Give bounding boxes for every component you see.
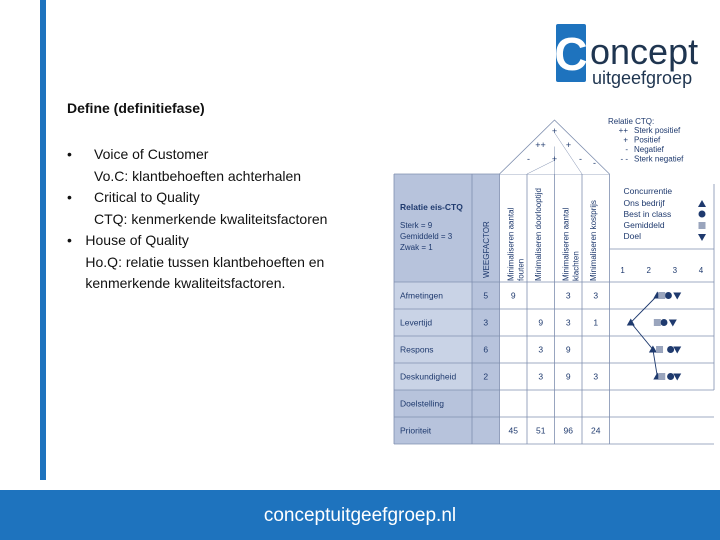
relatie-ctq-symbol: + — [623, 135, 628, 145]
prioriteit-value: 24 — [591, 425, 601, 436]
doel-marker — [673, 374, 681, 381]
bullet-item — [67, 230, 387, 295]
footer-url: conceptuitgeefgroep.nl — [263, 505, 457, 526]
column-header — [561, 207, 580, 281]
bullet-dot: • — [67, 189, 72, 205]
row-cell-value: 9 — [538, 317, 544, 328]
gemiddeld-marker — [658, 373, 665, 380]
scale-tick-label: 1 — [620, 266, 625, 275]
roof-symbol: ++ — [535, 140, 546, 150]
bullet-list — [67, 144, 387, 295]
concurrentie-label: Gemiddeld — [623, 220, 665, 230]
header-scale-item: Gemiddeld = 3 — [400, 232, 453, 241]
prioriteit-value: 96 — [563, 425, 573, 436]
column-header: WEEGFACTOR — [481, 221, 491, 278]
relatie-ctq-symbol: ++ — [618, 126, 628, 135]
column-header-line: klachten — [571, 251, 581, 281]
row-cell-value: 3 — [483, 317, 489, 328]
row-cell-value: 9 — [565, 371, 571, 382]
concurrentie-title: Concurrentie — [623, 186, 673, 196]
relatie-ctq-symbol: - - — [620, 154, 628, 164]
row-cell-value: 9 — [510, 290, 516, 301]
prioriteit-label: Prioriteit — [400, 425, 432, 436]
row-cell-value: 3 — [593, 290, 599, 301]
column-header — [534, 188, 543, 281]
best-in-class-marker — [667, 346, 674, 353]
best-in-class-marker — [667, 373, 674, 380]
doelstelling-label: Doelstelling — [400, 398, 444, 409]
logo-sub: uitgeefgroep — [592, 68, 693, 88]
legend-square-marker — [699, 222, 706, 229]
house-of-quality-diagram — [392, 112, 717, 447]
concept-logo — [554, 20, 704, 100]
row-label: Respons — [400, 344, 434, 355]
page-heading: Define (definitiefase) — [67, 100, 205, 116]
logo-word: oncept — [590, 31, 699, 72]
concurrentie-label: Ons bedrijf — [623, 198, 665, 208]
row-cell-value: 5 — [483, 290, 489, 301]
column-header — [506, 207, 525, 281]
scale-tick-label: 4 — [698, 266, 704, 275]
row-cell-value: 3 — [538, 371, 544, 382]
column-header-line: Minimaliseren doorlooptijd — [533, 188, 543, 281]
row-cell-value: 3 — [565, 317, 571, 328]
bullet-detail: CTQ: kenmerkende kwaliteitsfactoren — [94, 210, 328, 227]
bullet-detail: Ho.Q: relatie tussen klantbehoeften en kenmerkende kwaliteitsfactoren. — [85, 253, 325, 291]
doel-marker — [669, 320, 677, 327]
legend-triangle-marker — [698, 200, 706, 207]
header-scale-item: Zwak = 1 — [400, 243, 433, 252]
prioriteit-value: 45 — [508, 425, 518, 436]
legend-circle-marker — [699, 211, 706, 218]
column-header-line: Minimaliseren aantal — [561, 207, 571, 281]
gemiddeld-marker — [656, 346, 663, 353]
left-accent-bar — [40, 0, 46, 480]
scale-tick-label: 2 — [646, 266, 651, 275]
relatie-ctq-label: Sterk negatief — [634, 154, 684, 164]
relatie-ctq-symbol: - — [625, 145, 628, 154]
bullet-title: Voice of Customer — [94, 146, 209, 162]
best-in-class-marker — [665, 292, 672, 299]
row-label: Deskundigheid — [400, 371, 457, 382]
bullet-detail: Vo.C: klantbehoeften achterhalen — [94, 167, 302, 184]
relatie-ctq-label: Positief — [634, 135, 661, 145]
relatie-ctq-label: Negatief — [634, 145, 664, 154]
concurrentie-label: Doel — [623, 231, 641, 241]
legend-down-triangle-marker — [698, 234, 706, 241]
best-in-class-marker — [660, 319, 667, 326]
bullet-title: Critical to Quality — [94, 189, 200, 205]
roof-symbol: - — [593, 158, 596, 168]
scale-tick-label: 3 — [672, 266, 678, 275]
row-cell-value: 3 — [565, 290, 571, 301]
row-cell-value: 9 — [565, 344, 571, 355]
roof-symbol: + — [551, 126, 558, 136]
row-cell-value: 3 — [593, 371, 599, 382]
bullet-dot: • — [67, 232, 72, 248]
relatie-ctq-label: Sterk positief — [634, 126, 681, 135]
roof-symbol: + — [551, 154, 558, 164]
column-header — [589, 200, 598, 281]
doel-marker — [673, 293, 681, 300]
gemiddeld-marker — [658, 292, 665, 299]
roof-symbol: - — [579, 154, 582, 164]
header-title: Relatie eis-CTQ — [400, 202, 463, 212]
column-header-line: fouten — [516, 258, 526, 281]
row-cell-value: 2 — [483, 371, 489, 382]
relatie-ctq-title: Relatie CTQ: — [608, 117, 655, 126]
concurrentie-label: Best in class — [623, 209, 672, 219]
roof-symbol: - — [527, 154, 530, 164]
column-header-line: Minimaliseren aantal — [506, 207, 516, 281]
doel-marker — [673, 347, 681, 354]
bullet-dot: • — [67, 146, 72, 162]
row-cell-value: 1 — [593, 317, 599, 328]
logo-letter: C — [554, 28, 588, 80]
gemiddeld-marker — [654, 319, 661, 326]
roof-symbol: + — [565, 140, 572, 150]
bullet-title: House of Quality — [85, 232, 189, 248]
row-cell-value: 3 — [538, 344, 544, 355]
prioriteit-value: 51 — [536, 425, 546, 436]
row-cell-value: 6 — [483, 344, 489, 355]
column-header-line: Minimaliseren kostprijs — [588, 200, 598, 281]
row-label: Afmetingen — [400, 290, 443, 301]
header-scale-item: Sterk = 9 — [400, 221, 433, 230]
row-label: Levertijd — [400, 317, 433, 328]
bullet-item — [67, 187, 387, 230]
bullet-item — [67, 144, 387, 187]
